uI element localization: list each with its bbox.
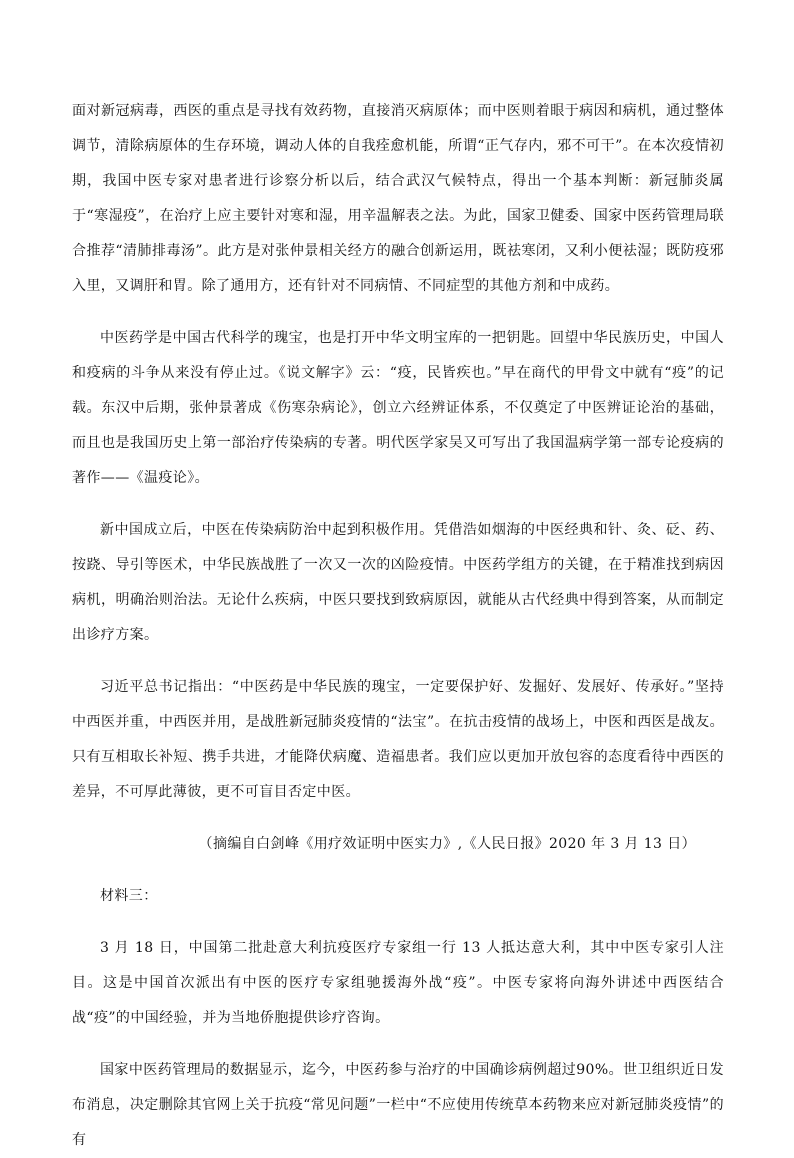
paragraph-1: 面对新冠病毒，西医的重点是寻找有效药物，直接消灭病原体；而中医则着眼于病因和病机，通过整体调节，清除病原体的生存环境，调动人体的自我痊愈机能，所谓“正气存内，邪不可干”。在本次疫情初期，我国中医专家对患者进行诊察分析以后，结合武汉气候特点，得出一个基本判断：新冠肺炎属于“寒湿疫”，在治疗上应主要针对寒和湿，用辛温解表之法。为此，国家卫健委、国家中医药管理局联合推荐“清肺排毒汤”。此方是对张仲景相关经方的融合创新运用，既祛寒闭，又利小便祛湿；既防疫邪入里，又调肝和胃。除了通用方，还有针对不同病情、不同症型的其他方剂和中成药。 [72, 103, 724, 294]
paragraph-2: 中医药学是中国古代科学的瑰宝，也是打开中华文明宝库的一把钥匙。回望中华民族历史，中国人和疫病的斗争从来没有停止过。《说文解字》云：“疫，民皆疾也。”早在商代的甲骨文中就有“疫”的记载。东汉中后期，张仲景著成《伤寒杂病论》，创立六经辨证体系，不仅奠定了中医辨证论治的基础，而且也是我国历史上第一部治疗传染病的专著。明代医学家吴又可写出了我国温病学第一部专论疫病的著作——《温疫论》。 [72, 330, 724, 486]
citation: （摘编自白剑峰《用疗效证明中医实力》,《人民日报》2020 年 3 月 13 日） [198, 836, 696, 852]
paragraph-6: 国家中医药管理局的数据显示，迄今，中医药参与治疗的中国确诊病例超过90%。世卫组织近日发布消息，决定删除其官网上关于抗疫“常见问题”一栏中“不应使用传统草本药物来应对新冠肺炎疫情”的有 [72, 1062, 724, 1148]
paragraph-5: 3 月 18 日，中国第二批赴意大利抗疫医疗专家组一行 13 人抵达意大利，其中中医专家引人注目。这是中国首次派出有中医的医疗专家组驰援海外战“疫”。中医专家将向海外讲述中西医结合战“疫”的中国经验，并为当地侨胞提供诊疗咨询。 [72, 940, 724, 1026]
paragraph-3: 新中国成立后，中医在传染病防治中起到积极作用。凭借浩如烟海的中医经典和针、灸、砭、药、按跷、导引等医术，中华民族战胜了一次又一次的凶险疫情。中医药学组方的关键，在于精准找到病因病机，明确治则治法。无论什么疾病，中医只要找到致病原因，就能从古代经典中得到答案，从而制定出诊疗方案。 [72, 522, 724, 643]
section-label: 材料三： [100, 888, 158, 904]
paragraph-4: 习近平总书记指出：“中医药是中华民族的瑰宝，一定要保护好、发掘好、发展好、传承好。”坚持中西医并重，中西医并用，是战胜新冠肺炎疫情的“法宝”。在抗击疫情的战场上，中医和西医是战友。只有互相取长补短、携手共进，才能降伏病魔、造福患者。我们应以更加开放包容的态度看待中西医的差异，不可厚此薄彼，更不可盲目否定中医。 [72, 679, 724, 800]
